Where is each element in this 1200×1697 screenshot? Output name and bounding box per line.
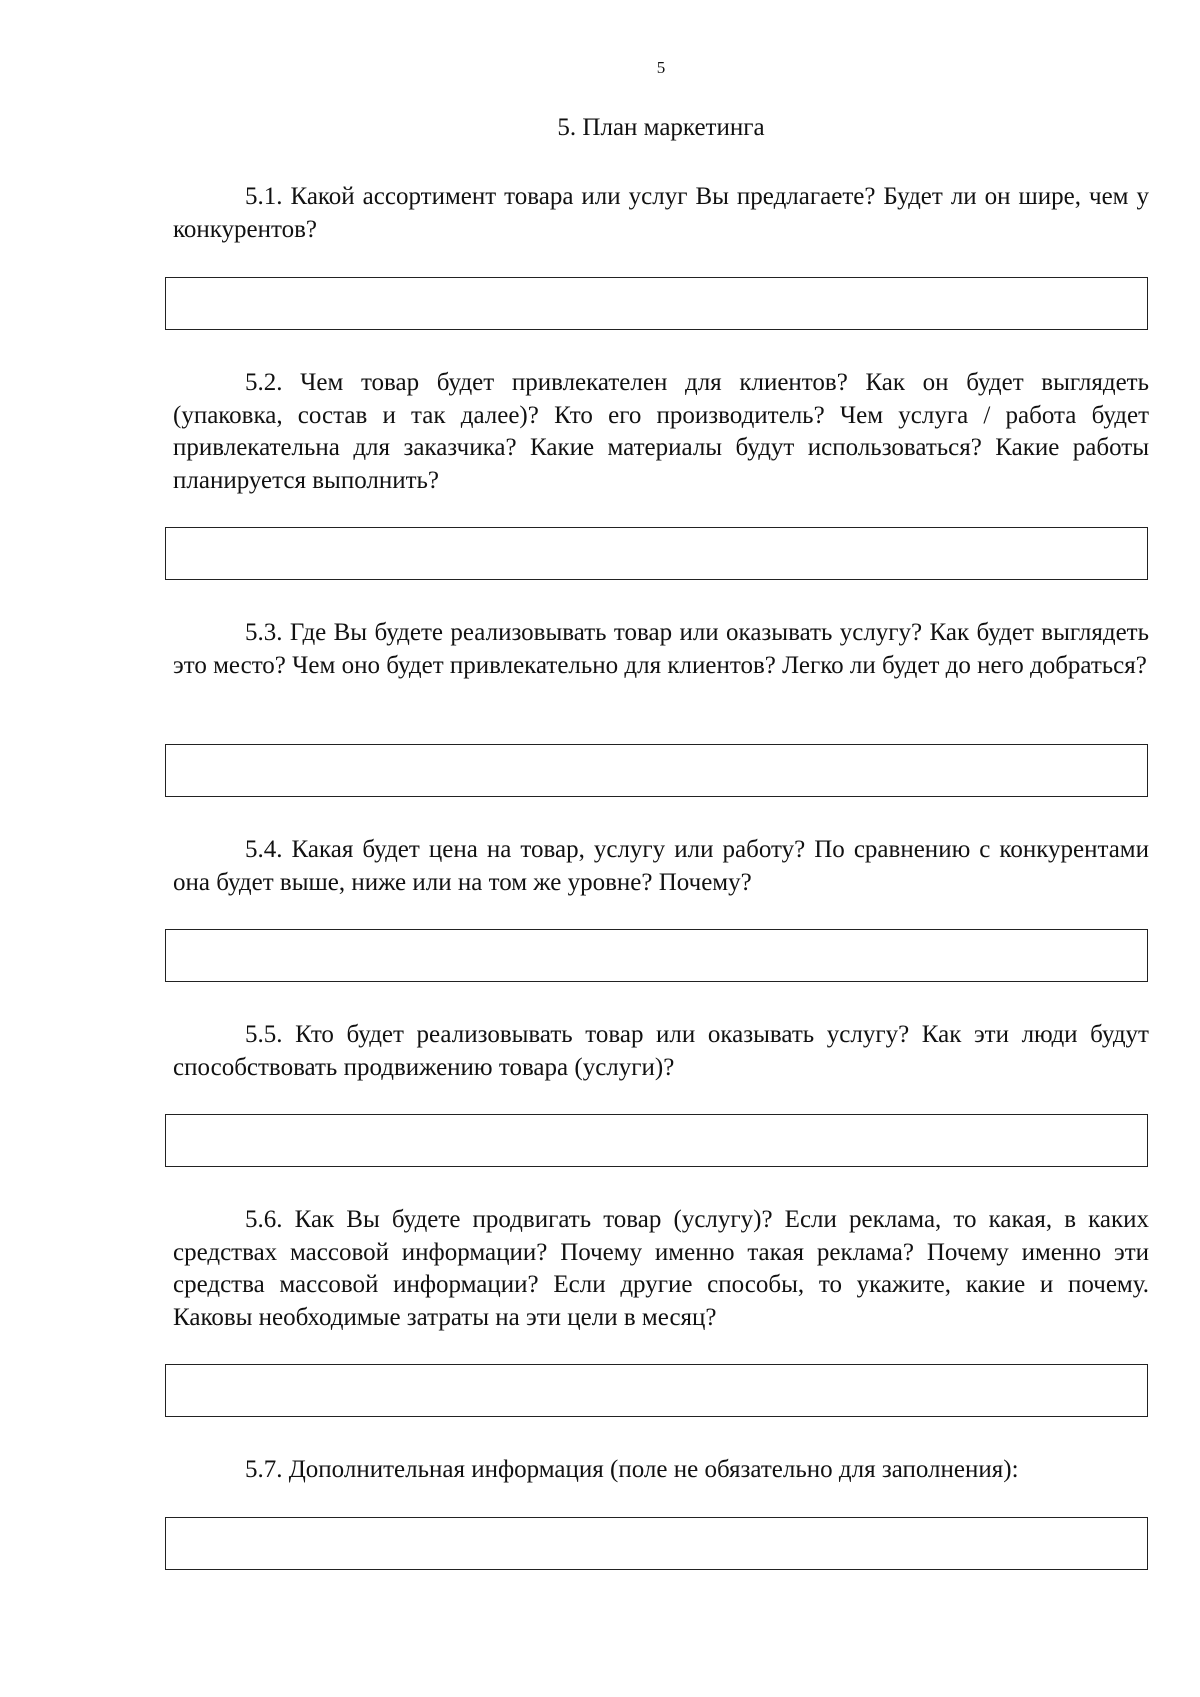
page-number: 5 [656,58,666,77]
question-5-5: 5.5. Кто будет реализовывать товар или оказывать услугу? Как эти люди будут способствовать продвижению товара (услуги)? [173,1021,1149,1081]
section-title: 5. План маркетинга [557,114,765,141]
answer-field-5-6[interactable] [165,1364,1148,1417]
question-5-6: 5.6. Как Вы будете продвигать товар (услугу)? Если реклама, то какая, в каких средствах массовой информации? Почему именно такая реклама? Почему именно эти средства массовой информации? Если другие способы, то укажите, какие и почему. Каковы необходимые затраты на эти цели в месяц? [173,1206,1149,1331]
question-5-1: 5.1. Какой ассортимент товара или услуг Вы предлагаете? Будет ли он шире, чем у конкурентов? [173,183,1149,243]
question-5-3: 5.3. Где Вы будете реализовывать товар или оказывать услугу? Как будет выглядеть это место? Чем оно будет привлекательно для клиентов? Легко ли будет до него добраться? [173,619,1149,679]
answer-field-5-5[interactable] [165,1114,1148,1167]
answer-field-5-2[interactable] [165,527,1148,580]
answer-field-5-7[interactable] [165,1517,1148,1570]
question-5-7: 5.7. Дополнительная информация (поле не обязательно для заполнения): [245,1456,1019,1483]
answer-field-5-4[interactable] [165,929,1148,982]
answer-field-5-1[interactable] [165,277,1148,330]
question-5-4: 5.4. Какая будет цена на товар, услугу или работу? По сравнению с конкурентами она будет выше, ниже или на том же уровне? Почему? [173,836,1149,896]
answer-field-5-3[interactable] [165,744,1148,797]
question-5-2: 5.2. Чем товар будет привлекателен для клиентов? Как он будет выглядеть (упаковка, состав и так далее)? Кто его производитель? Чем услуга / работа будет привлекательна для заказчика? Какие материалы будут использоваться? Какие работы планируется выполнить? [173,369,1149,494]
